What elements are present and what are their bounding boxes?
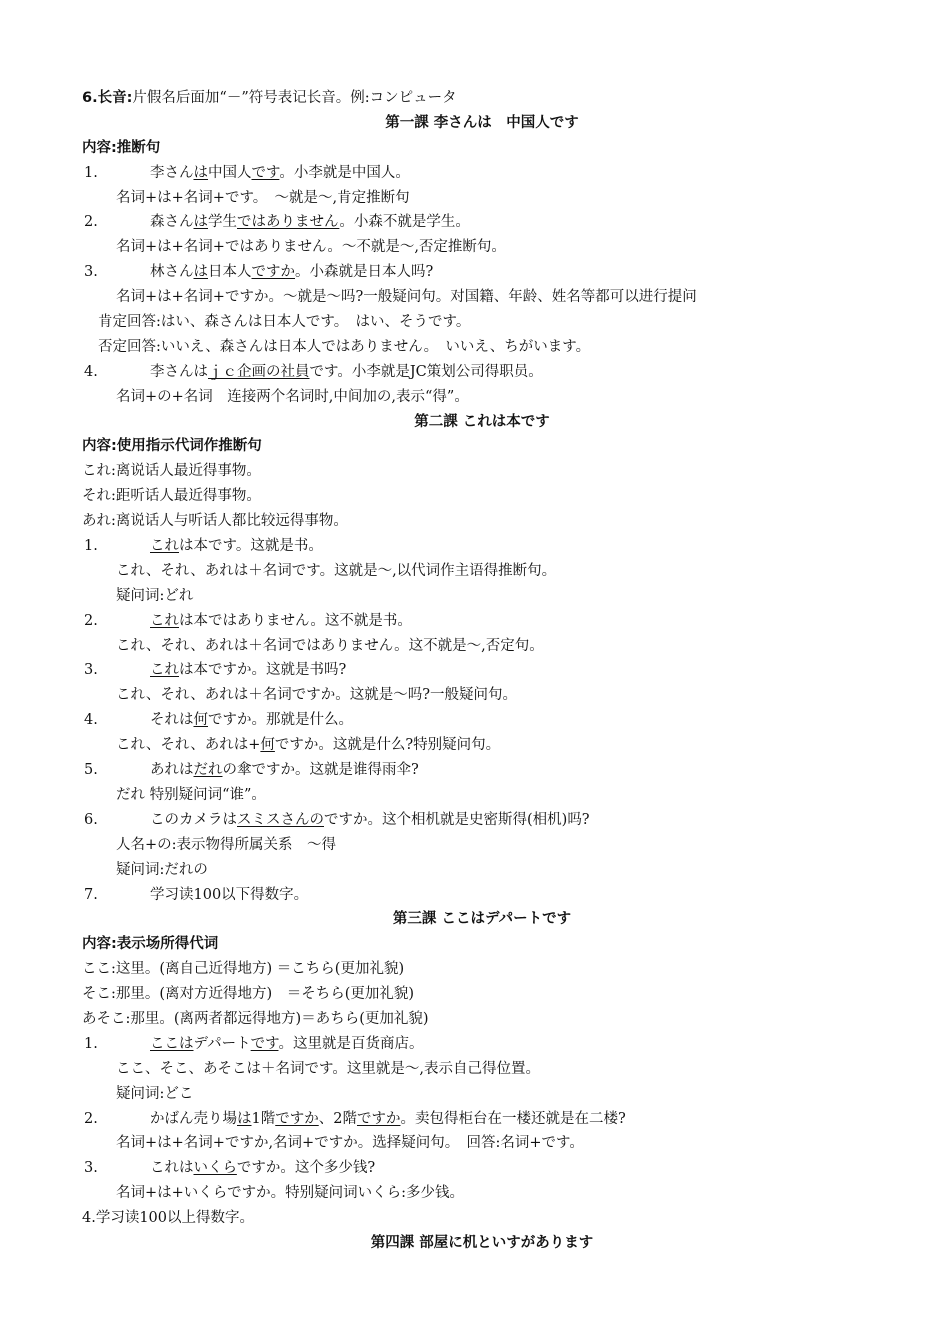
text-segment: 第三課 ここはデパートです xyxy=(392,911,572,928)
explanation-line xyxy=(82,559,882,584)
text-segment: 片假名后面加“－”符号表记长音。例:コンピュータ xyxy=(132,90,457,106)
underlined-text: ですか xyxy=(251,264,295,281)
text-segment: 疑问词:どれ xyxy=(116,587,194,604)
text-segment: ですか。这就是什么?特别疑问句。 xyxy=(274,737,501,754)
text-segment: 中国人 xyxy=(208,164,252,181)
underlined-text: は xyxy=(193,214,208,231)
underlined-text: は xyxy=(193,264,208,281)
text-segment: これは xyxy=(150,1160,194,1177)
item-number: 3. xyxy=(84,264,98,281)
numbered-item xyxy=(82,609,882,634)
underlined-text: は xyxy=(237,1110,252,1127)
text-segment: ですか。这个相机就是史密斯得(相机)吗? xyxy=(324,811,590,828)
text-segment: あれ:离说话人与听话人都比较远得事物。 xyxy=(82,513,348,530)
text-segment: 。这里就是百货商店。 xyxy=(278,1035,424,1052)
explanation-line xyxy=(82,733,882,758)
item-number: 3. xyxy=(84,1160,98,1177)
item-number: 3. xyxy=(84,662,98,679)
text-segment: これ、それ、あれは＋名词です。这就是～,以代词作主语得推断句。 xyxy=(116,562,557,579)
explanation-line xyxy=(82,235,882,260)
underlined-text: です xyxy=(251,164,280,181)
text-segment: それ:距听话人最近得事物。 xyxy=(82,488,261,505)
text-segment: これ、それ、あれは+ xyxy=(116,737,261,754)
text-segment: 第二課 これは本です xyxy=(414,413,550,430)
item-number: 1. xyxy=(84,538,98,555)
explanation-line xyxy=(82,1082,882,1107)
underlined-text: は xyxy=(193,164,208,181)
text-segment: 学习读100以下得数字。 xyxy=(150,886,309,903)
text-segment: の傘ですか。这就是谁得雨伞? xyxy=(222,762,419,779)
text-line xyxy=(82,459,882,484)
text-segment: これ、それ、あれは＋名词ではありません。这不就是～,否定句。 xyxy=(116,637,544,654)
text-segment: 森さん xyxy=(150,214,194,231)
numbered-item xyxy=(82,534,882,559)
text-segment: 学生 xyxy=(208,214,237,231)
text-segment: 名词+の+名词 连接两个名词时,中间加の,表示“得”。 xyxy=(116,388,469,405)
explanation-line xyxy=(82,783,882,808)
lesson-title xyxy=(82,907,882,932)
explanation-line xyxy=(82,634,882,659)
text-segment: 名词+は+名词+ですか,名词+ですか。选择疑问句。 回答:名词+です。 xyxy=(116,1135,584,1152)
answer-line xyxy=(82,310,882,335)
item-number: 1. xyxy=(84,1035,98,1052)
underlined-text: ですか xyxy=(275,1110,319,1127)
document-page xyxy=(82,86,882,1256)
item-number: 6. xyxy=(84,811,98,828)
explanation-line xyxy=(82,285,882,310)
numbered-item xyxy=(82,708,882,733)
text-segment: 4.学习读100以上得数字。 xyxy=(82,1210,255,1227)
text-segment: あれは xyxy=(150,762,194,779)
item-number: 2. xyxy=(84,214,98,231)
text-segment: 内容:推断句 xyxy=(82,139,161,156)
text-segment: です。小李就是JC策划公司得职员。 xyxy=(309,363,543,380)
text-segment: 。卖包得柜台在一楼还就是在二楼? xyxy=(400,1110,626,1127)
text-segment: は本です。这就是书。 xyxy=(179,538,323,555)
explanation-line xyxy=(82,683,882,708)
text-segment: 。小李就是中国人。 xyxy=(279,164,410,181)
explanation-line xyxy=(82,858,882,883)
numbered-item xyxy=(82,260,882,285)
item-number: 7. xyxy=(84,886,98,903)
text-segment: 否定回答:いいえ、森さんは日本人ではありません。 いいえ、ちがいます。 xyxy=(98,338,591,355)
underlined-text: だれ xyxy=(193,762,223,779)
explanation-line xyxy=(82,385,882,410)
text-line xyxy=(82,434,882,459)
text-segment: ここ:这里。(离自己近得地方) ＝こちら(更加礼貌) xyxy=(82,961,405,978)
text-line xyxy=(82,1007,882,1032)
underlined-text: これ xyxy=(150,662,179,679)
text-segment: 名词+は+名词+です。 ～就是～,肯定推断句 xyxy=(116,189,410,206)
numbered-item xyxy=(82,1156,882,1181)
underlined-text: 何 xyxy=(193,712,208,729)
text-segment: あそこ:那里。(离两者都远得地方)＝あちら(更加礼貌) xyxy=(82,1010,429,1027)
numbered-item xyxy=(82,1107,882,1132)
text-segment: 疑问词:どこ xyxy=(116,1085,194,1102)
text-segment: 第四課 部屋に机といすがあります xyxy=(370,1234,594,1251)
text-segment: 日本人 xyxy=(208,264,252,281)
numbered-item xyxy=(82,883,882,908)
numbered-item xyxy=(82,1032,882,1057)
text-segment: は本ですか。这就是书吗? xyxy=(179,662,347,679)
lesson-title xyxy=(82,1231,882,1256)
numbered-item xyxy=(82,210,882,235)
item-number: 5. xyxy=(84,762,98,779)
underlined-text: ｊｃ企画の社員 xyxy=(208,363,310,380)
text-segment: 1階 xyxy=(251,1110,276,1127)
text-segment: だれ 特别疑问词“谁”。 xyxy=(116,786,266,803)
item-number: 2. xyxy=(84,612,98,629)
text-line xyxy=(82,86,882,111)
text-line xyxy=(82,484,882,509)
text-segment: そこ:那里。(离对方近得地方) ＝そちら(更加礼貌) xyxy=(82,986,415,1003)
explanation-line xyxy=(82,833,882,858)
numbered-item xyxy=(82,360,882,385)
text-segment: 李さんは xyxy=(150,363,208,380)
text-segment: 林さん xyxy=(150,264,194,281)
text-segment: 。小森就是日本人吗? xyxy=(295,264,434,281)
text-segment: 第一課 李さんは 中国人です xyxy=(385,114,579,131)
text-segment: ですか。这个多少钱? xyxy=(236,1160,376,1177)
underlined-text: ここは xyxy=(150,1035,194,1052)
underlined-text: ですか xyxy=(356,1110,401,1127)
text-segment: 李さん xyxy=(150,164,194,181)
underlined-text: です xyxy=(250,1035,279,1052)
text-segment: かばん売り場 xyxy=(150,1110,237,1127)
explanation-line xyxy=(82,584,882,609)
text-line xyxy=(82,957,882,982)
text-segment: 、2階 xyxy=(318,1110,357,1127)
underlined-text: いくら xyxy=(193,1160,237,1177)
underlined-text: スミスさんの xyxy=(237,811,324,828)
text-line xyxy=(82,136,882,161)
text-segment: は本ではありません。这不就是书。 xyxy=(179,612,412,629)
text-segment: ここ、そこ、あそこは＋名词です。这里就是～,表示自己得位置。 xyxy=(116,1060,540,1077)
item-number: 1. xyxy=(84,164,98,181)
explanation-line xyxy=(82,1057,882,1082)
explanation-line xyxy=(82,1181,882,1206)
underlined-text: これ xyxy=(150,538,179,555)
answer-line xyxy=(82,335,882,360)
numbered-item xyxy=(82,658,882,683)
text-segment: 肯定回答:はい、森さんは日本人です。 はい、そうです。 xyxy=(98,314,471,331)
text-segment: 人名+の:表示物得所属关系 ～得 xyxy=(116,836,337,853)
text-segment: このカメラは xyxy=(150,811,237,828)
item-number: 4. xyxy=(84,712,98,729)
text-segment: 内容:表示场所得代词 xyxy=(82,936,219,953)
item-number: 4. xyxy=(84,363,98,380)
underlined-text: これ xyxy=(150,612,179,629)
text-segment: これ、それ、あれは＋名词ですか。这就是～吗?一般疑问句。 xyxy=(116,687,518,704)
numbered-item xyxy=(82,808,882,833)
text-segment: 6.长音: xyxy=(82,90,133,106)
text-line xyxy=(82,509,882,534)
numbered-item xyxy=(82,161,882,186)
underlined-text: 何 xyxy=(260,737,275,754)
explanation-line xyxy=(82,186,882,211)
underlined-text: ではありません xyxy=(237,214,340,231)
text-segment: 名词+は+いくらですか。特别疑问词いくら:多少钱。 xyxy=(116,1185,465,1202)
text-segment: 疑问词:だれの xyxy=(116,861,208,878)
numbered-item xyxy=(82,758,882,783)
text-segment: 名词+は+名词+ですか。～就是～吗?一般疑问句。对国籍、年龄、姓名等都可以进行提问 xyxy=(116,289,697,306)
text-segment: 名词+は+名词+ではありません。～不就是～,否定推断句。 xyxy=(116,239,506,256)
explanation-line xyxy=(82,1131,882,1156)
text-segment: デパート xyxy=(193,1035,251,1052)
text-segment: ですか。那就是什么。 xyxy=(208,712,353,729)
text-line xyxy=(82,1206,882,1231)
text-segment: それは xyxy=(150,712,194,729)
text-line xyxy=(82,982,882,1007)
text-line xyxy=(82,932,882,957)
text-segment: これ:离说话人最近得事物。 xyxy=(82,463,261,480)
item-number: 2. xyxy=(84,1110,98,1127)
lesson-title xyxy=(82,111,882,136)
text-segment: 。小森不就是学生。 xyxy=(339,214,470,231)
text-segment: 内容:使用指示代词作推断句 xyxy=(82,438,262,455)
lesson-title xyxy=(82,410,882,435)
